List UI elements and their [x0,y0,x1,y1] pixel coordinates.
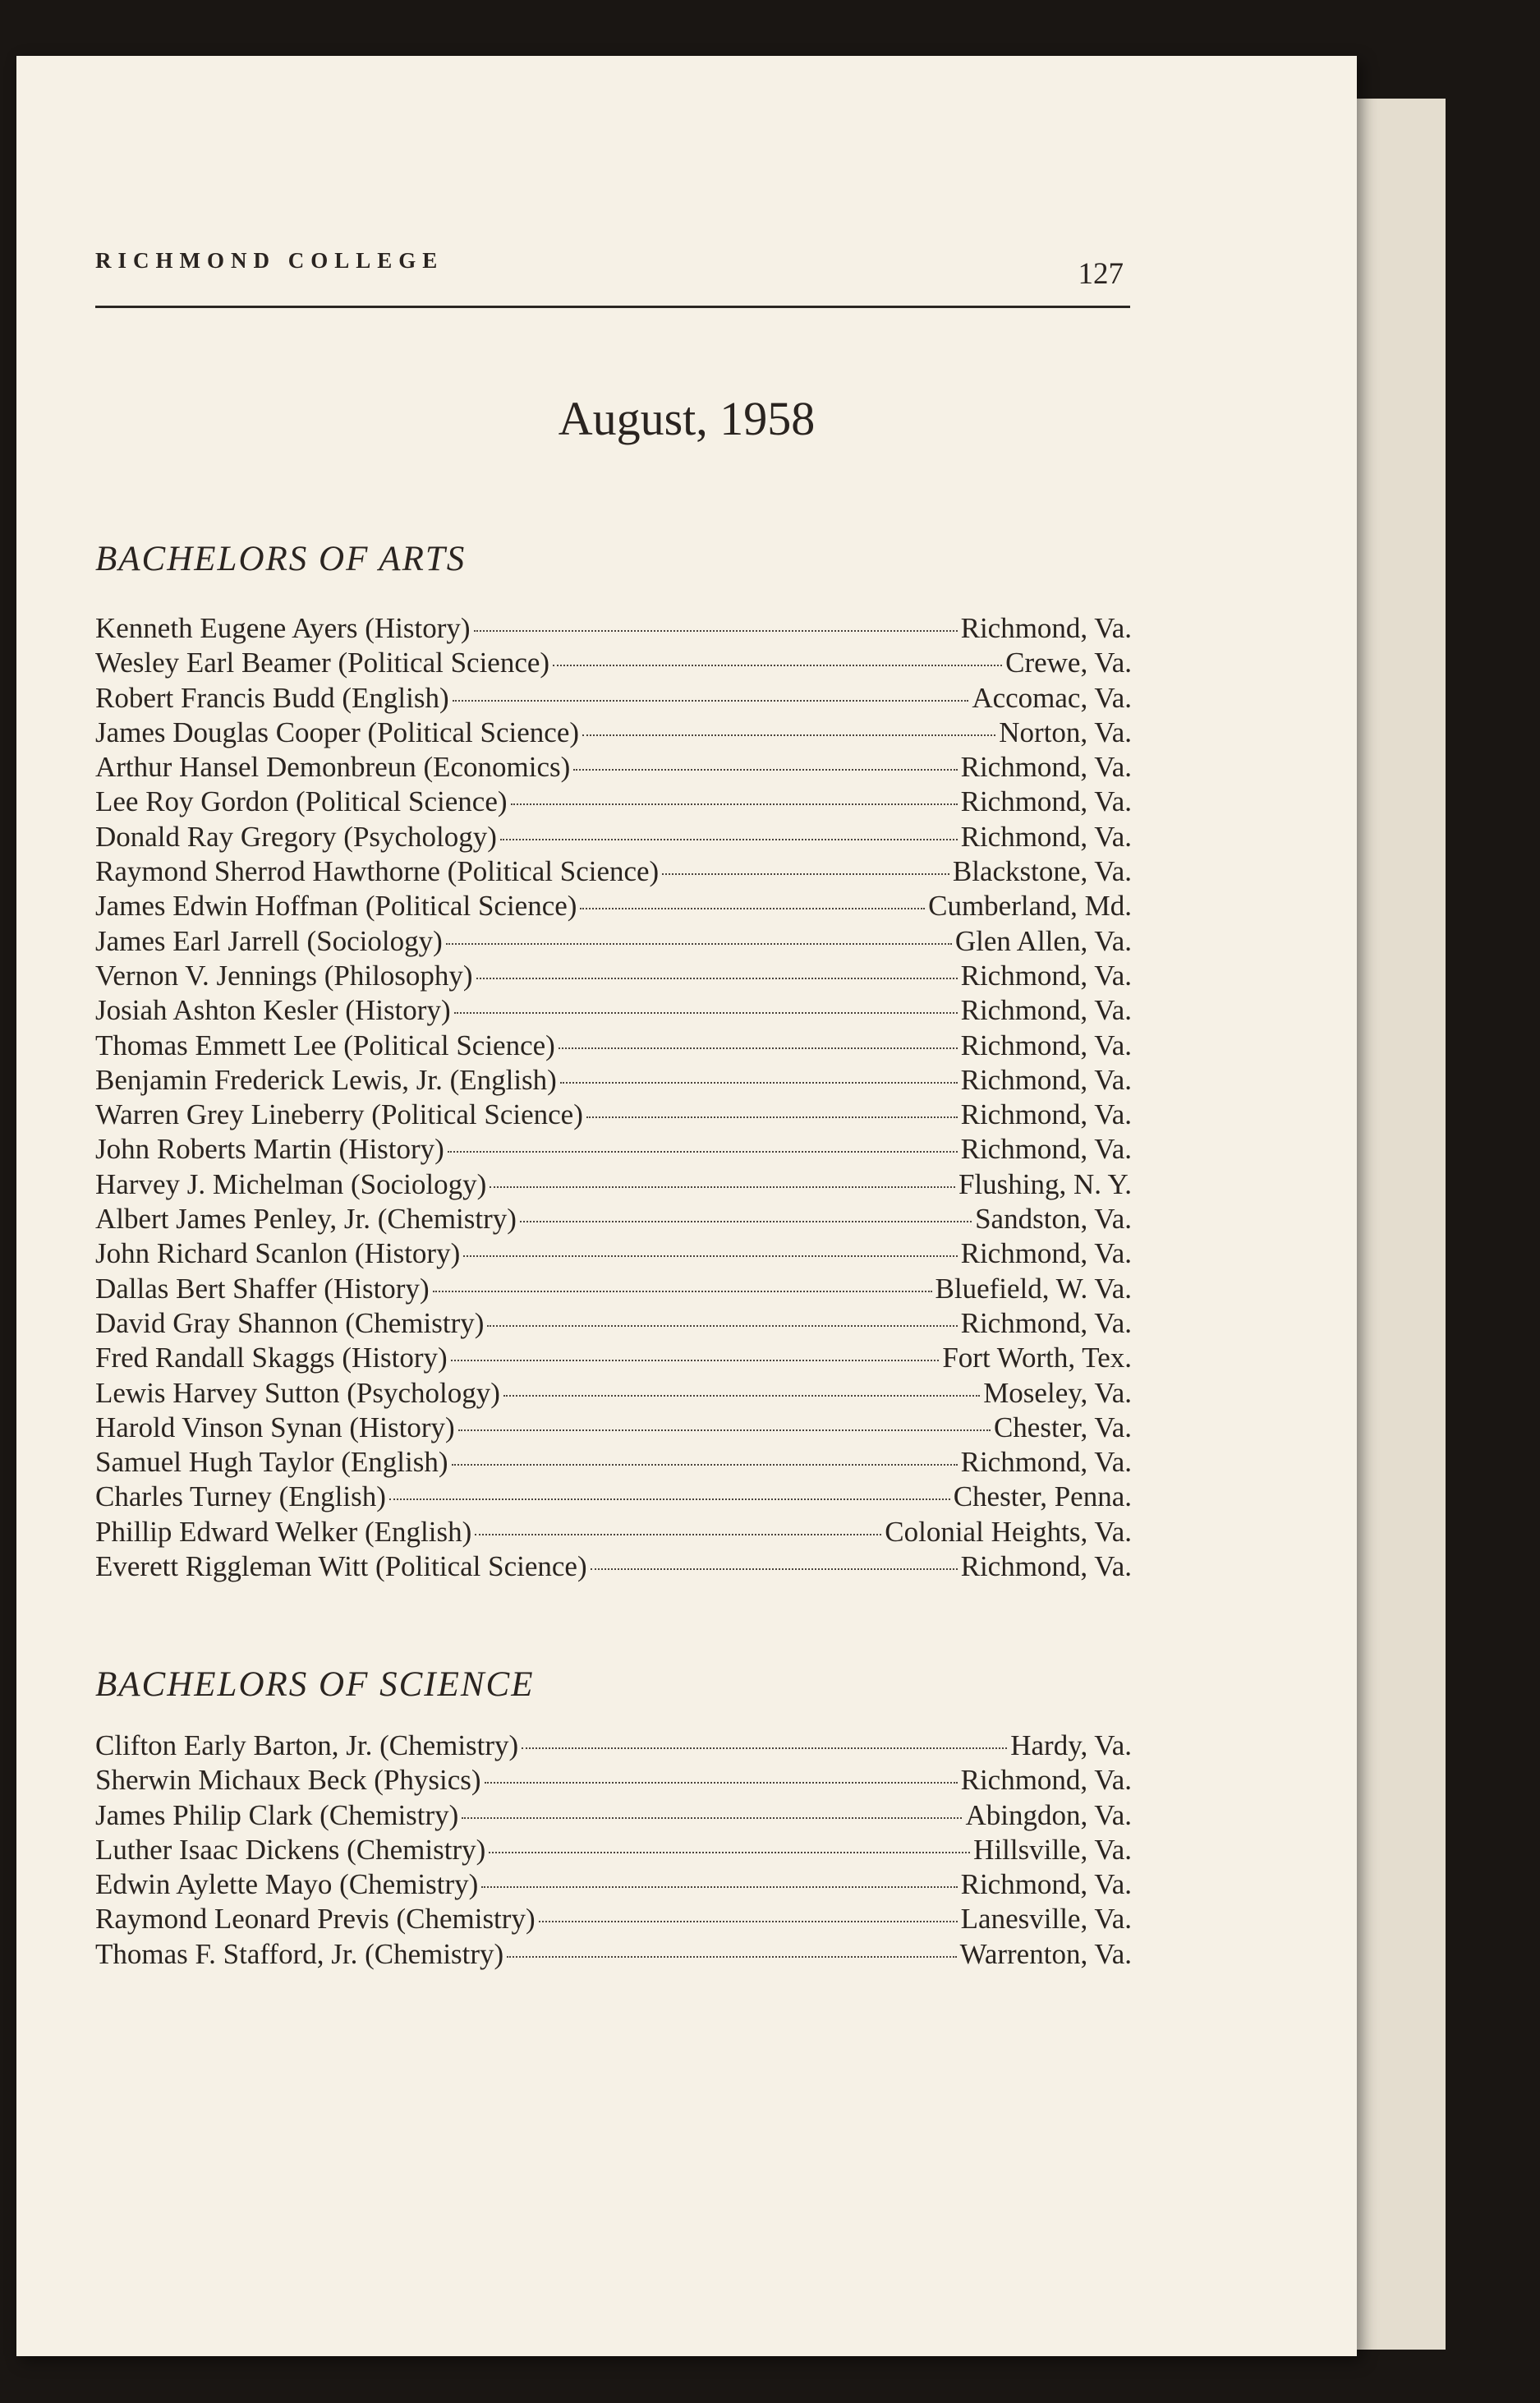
dot-leader [463,1255,957,1257]
graduate-name: James Earl Jarrell (Sociology) [95,924,443,957]
hometown: Moseley, Va. [983,1376,1132,1409]
graduate-entry [95,1937,1132,1972]
dot-leader [462,1817,962,1819]
bachelors-of-science-heading: BACHELORS OF SCIENCE [95,1665,535,1704]
graduate-name: Wesley Earl Beamer (Political Science) [95,647,550,679]
graduate-name: Edwin Aylette Mayo (Chemistry) [95,1868,479,1901]
dot-leader [487,1325,957,1327]
graduate-entry [95,1867,1132,1902]
graduate-entry [95,1729,1132,1763]
graduate-entry [95,959,1132,993]
graduate-name: James Philip Clark (Chemistry) [95,1798,459,1831]
bachelors-of-arts-heading: BACHELORS OF ARTS [95,540,467,578]
graduate-entry [95,1833,1132,1867]
graduate-entry [95,785,1132,819]
graduate-name: David Gray Shannon (Chemistry) [95,1306,485,1339]
graduate-entry [95,1098,1132,1132]
graduate-entry [95,1798,1132,1833]
graduate-name: Phillip Edward Welker (English) [95,1515,472,1548]
graduate-entry [95,924,1132,959]
hometown: Richmond, Va. [960,612,1132,644]
dot-leader [446,943,952,945]
dot-leader [559,1047,958,1049]
graduate-entry [95,1902,1132,1936]
graduate-entry [95,681,1132,716]
hometown: Chester, Penna. [953,1480,1132,1513]
graduate-entry [95,1306,1132,1341]
hometown: Crewe, Va. [1005,647,1132,679]
dot-leader [507,1956,956,1958]
dot-leader [490,1186,955,1188]
graduate-entry [95,1272,1132,1306]
graduate-name: Dallas Bert Shaffer (History) [95,1272,430,1305]
graduate-entry [95,716,1132,750]
graduate-name: Donald Ray Gregory (Psychology) [95,820,497,853]
graduate-name: Kenneth Eugene Ayers (History) [95,612,471,644]
graduate-entry [95,1763,1132,1798]
dot-leader [476,978,958,979]
dot-leader [451,1360,940,1361]
dot-leader [662,873,949,875]
hometown: Fort Worth, Tex. [942,1342,1132,1374]
graduate-name: Thomas F. Stafford, Jr. (Chemistry) [95,1937,504,1970]
graduate-entry [95,1549,1132,1584]
graduate-entry [95,1515,1132,1549]
hometown: Richmond, Va. [960,1306,1132,1339]
hometown: Richmond, Va. [960,994,1132,1027]
graduate-name: Benjamin Frederick Lewis, Jr. (English) [95,1063,557,1096]
graduate-name: Samuel Hugh Taylor (English) [95,1446,448,1479]
dot-leader [522,1747,1007,1749]
hometown: Abingdon, Va. [965,1798,1132,1831]
graduate-name: Robert Francis Budd (English) [95,681,449,714]
dot-leader [586,1116,958,1118]
hometown: Hillsville, Va. [973,1833,1132,1866]
hometown: Richmond, Va. [960,1764,1132,1797]
page-title: August, 1958 [558,392,816,445]
hometown: Richmond, Va. [960,1868,1132,1901]
hometown: Richmond, Va. [960,785,1132,818]
hometown: Richmond, Va. [960,820,1132,853]
dot-leader [389,1498,950,1500]
hometown: Norton, Va. [999,716,1132,748]
dot-leader [553,665,1002,666]
graduate-name: Sherwin Michaux Beck (Physics) [95,1764,481,1797]
graduate-entry [95,1411,1132,1445]
graduate-entry [95,611,1132,646]
page-number: 127 [1078,257,1124,291]
dot-leader [591,1568,958,1570]
graduate-entry [95,1167,1132,1202]
bachelors-of-arts-list [95,611,1132,1584]
graduate-name: Arthur Hansel Demonbreun (Economics) [95,751,571,784]
graduate-name: Josiah Ashton Kesler (History) [95,994,451,1027]
graduate-entry [95,750,1132,785]
graduate-name: Thomas Emmett Lee (Political Science) [95,1029,555,1061]
graduate-name: James Edwin Hoffman (Political Science) [95,890,577,923]
graduate-name: Harold Vinson Synan (History) [95,1411,455,1443]
dot-leader [475,1534,881,1535]
dot-leader [580,908,925,909]
hometown: Hardy, Va. [1010,1729,1132,1761]
hometown: Blackstone, Va. [952,855,1132,888]
dot-leader [500,839,958,840]
graduate-entry [95,889,1132,923]
graduate-entry [95,1029,1132,1063]
graduate-name: Fred Randall Skaggs (History) [95,1342,448,1374]
hometown: Richmond, Va. [960,1098,1132,1131]
graduate-name: Harvey J. Michelman (Sociology) [95,1167,487,1200]
hometown: Bluefield, W. Va. [935,1272,1132,1305]
hometown: Richmond, Va. [960,1237,1132,1270]
graduate-name: Clifton Early Barton, Jr. (Chemistry) [95,1729,519,1761]
hometown: Lanesville, Va. [960,1903,1132,1936]
graduate-entry [95,1480,1132,1514]
graduate-name: Vernon V. Jennings (Philosophy) [95,959,473,992]
dot-leader [454,1012,958,1014]
graduate-entry [95,646,1132,680]
graduate-entry [95,1236,1132,1271]
hometown: Cumberland, Md. [928,890,1132,923]
hometown: Chester, Va. [993,1411,1132,1443]
hometown: Colonial Heights, Va. [885,1515,1132,1548]
dot-leader [573,769,957,771]
graduate-name: John Roberts Martin (History) [95,1133,444,1166]
dot-leader [539,1921,958,1922]
hometown: Richmond, Va. [960,1550,1132,1583]
dot-leader [485,1782,958,1784]
page-header [95,248,1130,308]
hometown: Richmond, Va. [960,1029,1132,1061]
dot-leader [520,1221,972,1222]
graduate-entry [95,1376,1132,1411]
book-page [16,56,1357,2356]
graduate-name: John Richard Scanlon (History) [95,1237,461,1270]
graduate-name: Luther Isaac Dickens (Chemistry) [95,1833,486,1866]
dot-leader [453,700,969,702]
dot-leader [503,1395,980,1397]
dot-leader [511,803,958,805]
graduate-name: Warren Grey Lineberry (Political Science) [95,1098,583,1131]
graduate-name: James Douglas Cooper (Political Science) [95,716,580,748]
graduate-name: Raymond Sherrod Hawthorne (Political Science) [95,855,660,888]
graduate-entry [95,1445,1132,1480]
hometown: Warrenton, Va. [959,1937,1132,1970]
dot-leader [458,1429,991,1431]
hometown: Richmond, Va. [960,959,1132,992]
bachelors-of-science-list [95,1729,1132,1972]
hometown: Accomac, Va. [972,681,1132,714]
graduate-entry [95,854,1132,889]
dot-leader [582,734,995,736]
dot-leader [474,630,958,632]
graduate-name: Everett Riggleman Witt (Political Science) [95,1550,587,1583]
graduate-name: Albert James Penley, Jr. (Chemistry) [95,1203,517,1236]
graduate-entry [95,1132,1132,1167]
dot-leader [560,1082,958,1084]
hometown: Richmond, Va. [960,1063,1132,1096]
dot-leader [481,1886,957,1888]
graduate-entry [95,1202,1132,1236]
hometown: Richmond, Va. [960,751,1132,784]
hometown: Glen Allen, Va. [954,924,1132,957]
running-head: RICHMOND COLLEGE [95,248,444,273]
graduate-entry [95,1063,1132,1098]
hometown: Flushing, N. Y. [958,1167,1132,1200]
graduate-name: Lewis Harvey Sutton (Psychology) [95,1376,500,1409]
graduate-entry [95,820,1132,854]
hometown: Sandston, Va. [975,1203,1132,1236]
dot-leader [448,1151,958,1153]
graduate-entry [95,1341,1132,1375]
hometown: Richmond, Va. [960,1446,1132,1479]
graduate-entry [95,993,1132,1028]
graduate-name: Raymond Leonard Previs (Chemistry) [95,1903,536,1936]
hometown: Richmond, Va. [960,1133,1132,1166]
graduate-name: Charles Turney (English) [95,1480,386,1513]
graduate-name: Lee Roy Gordon (Political Science) [95,785,508,818]
dot-leader [452,1464,958,1466]
dot-leader [489,1852,970,1853]
dot-leader [433,1291,932,1292]
